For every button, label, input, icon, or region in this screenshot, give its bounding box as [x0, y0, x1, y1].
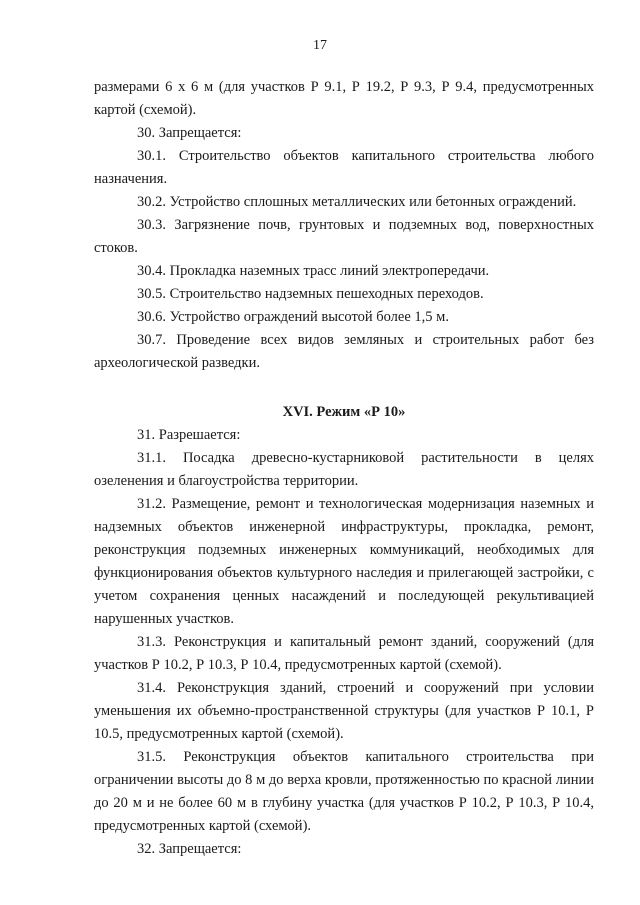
- paragraph: 31. Разрешается:: [137, 427, 241, 443]
- paragraph: 30. Запрещается:: [137, 125, 242, 141]
- paragraph-group-bottom: [94, 424, 594, 861]
- paragraph: 30.5. Строительство надземных пешеходных переходов.: [137, 286, 484, 302]
- paragraph-group-top: [94, 76, 594, 375]
- section-heading: XVI. Режим «Р 10»: [282, 404, 406, 420]
- paragraph: 30.6. Устройство ограждений высотой более 1,5 м.: [137, 309, 449, 325]
- page-number: 17: [313, 38, 327, 53]
- paragraph: размерами 6 х 6 м (для участков Р 9.1, Р 19.2, Р 9.3, Р 9.4, предусмотренных картой (схемой).: [94, 79, 594, 118]
- paragraph: 31.5. Реконструкция объектов капитального строительства при ограничении высоты до 8 м до верха кровли, протяженностью по красной линии до 20 м и не более 60 м в глубину участка (для участков Р 10.2, Р 10.3, Р 10.4, предусмотренных картой (схемой).: [94, 749, 594, 834]
- document-body: [94, 76, 594, 861]
- paragraph: 31.1. Посадка древесно-кустарниковой растительности в целях озеленения и благоустройства территории.: [94, 450, 594, 489]
- paragraph: 32. Запрещается:: [137, 841, 242, 857]
- paragraph: 30.4. Прокладка наземных трасс линий электропередачи.: [137, 263, 490, 279]
- paragraph: 31.3. Реконструкция и капитальный ремонт зданий, сооружений (для участков Р 10.2, Р 10.3, Р 10.4, предусмотренных картой (схемой).: [94, 634, 594, 673]
- paragraph: 31.4. Реконструкция зданий, строений и сооружений при условии уменьшения их объемно-пространственной структуры (для участков Р 10.1, Р 10.5, предусмотренных картой (схемой).: [94, 680, 594, 742]
- paragraph: 31.2. Размещение, ремонт и технологическая модернизация наземных и надземных объектов инженерной инфраструктуры, прокладка, ремонт, реконструкция подземных инженерных коммуникаций, необходимых для функционирования объектов культурного наследия и прилегающей застройки, с учетом сохранения ценных насаждений и последующей рекультивацией нарушенных участков.: [94, 496, 594, 627]
- paragraph: 30.1. Строительство объектов капитального строительства любого назначения.: [94, 148, 594, 187]
- paragraph: 30.2. Устройство сплошных металлических или бетонных ограждений.: [137, 194, 577, 210]
- paragraph: 30.7. Проведение всех видов земляных и строительных работ без археологической разведки.: [94, 332, 594, 371]
- paragraph: 30.3. Загрязнение почв, грунтовых и подземных вод, поверхностных стоков.: [94, 217, 594, 256]
- section-spacer: [94, 375, 594, 397]
